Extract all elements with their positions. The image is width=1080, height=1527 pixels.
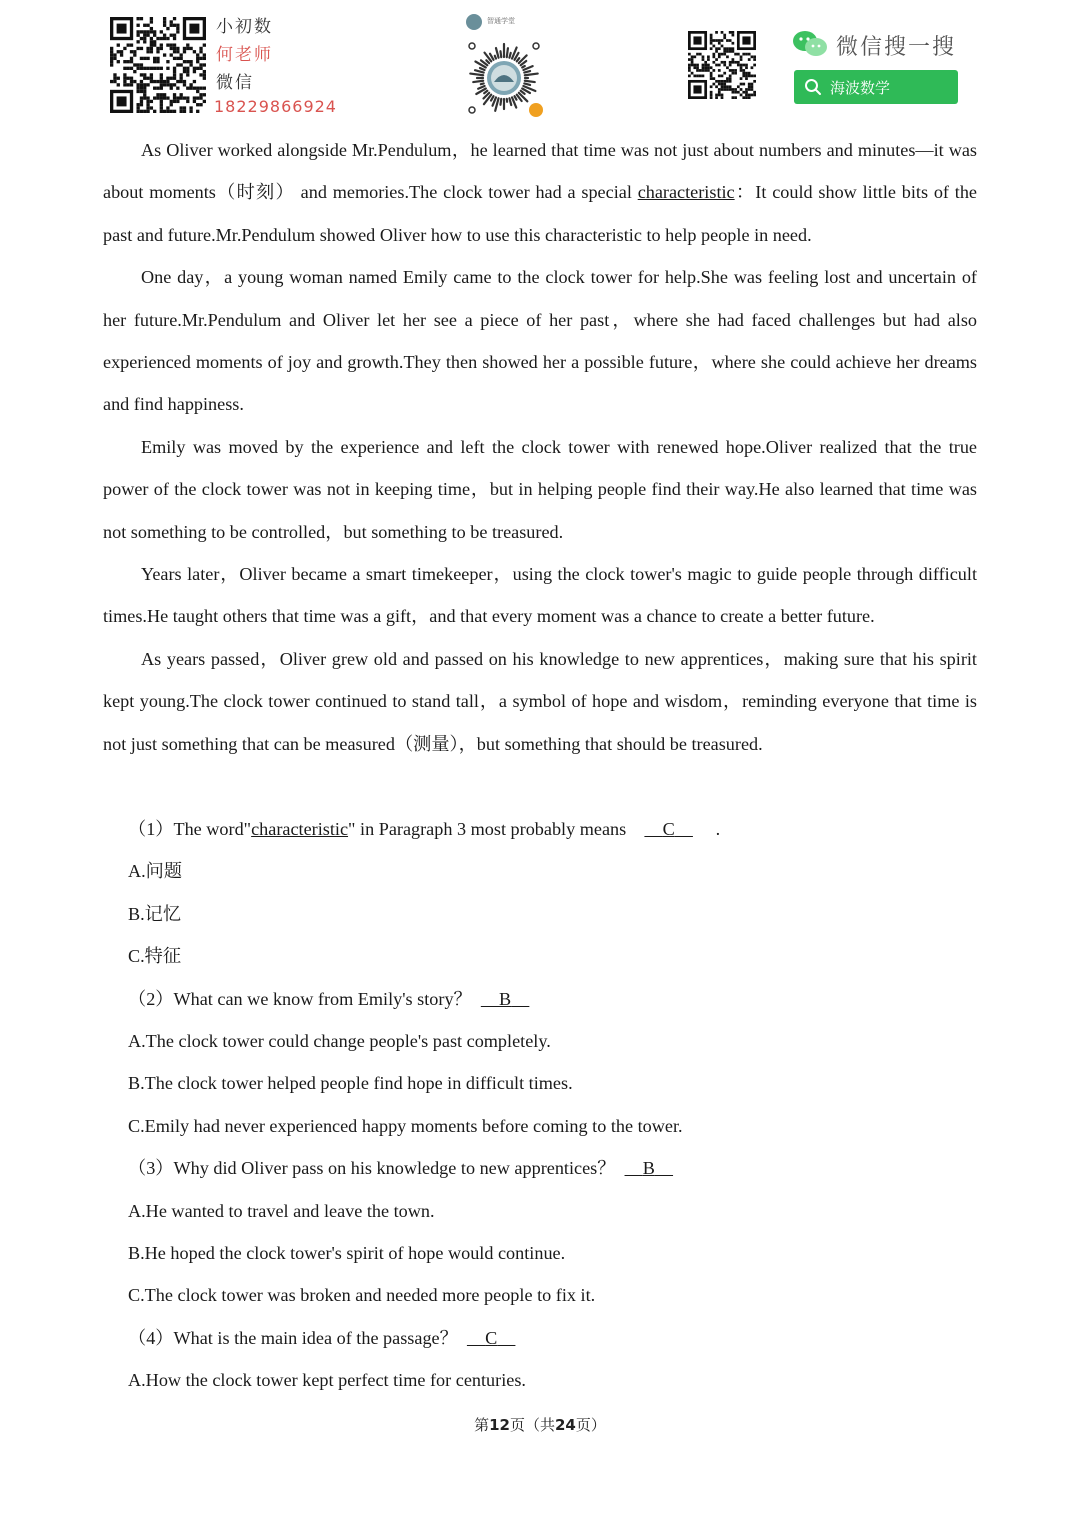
underlined-word: characteristic [637,182,735,203]
question-text: （1）The word" [128,819,252,839]
answer-value: C [485,1327,498,1348]
mini-program-name: 智通学堂 [487,17,515,25]
answer-blank [625,1147,674,1189]
handwritten-line-1: 小初数 [216,17,273,37]
question-2 [103,978,977,1020]
paragraph-text: ：It could show little bits of the past and future.Mr.Pendulum showed Oliver how to use this characteristic to help people in need. [103,182,977,245]
question-text: （4）What is the main idea of the passage？ [128,1327,458,1348]
question-text: （3）Why did Oliver pass on his knowledge to new apprentices？ [128,1158,616,1179]
page-number: 12 [489,1416,510,1434]
answer-value: B [499,988,512,1009]
option: B.记忆 [128,903,182,924]
question-text: （2）What can we know from Emily's story？ [128,988,472,1009]
handwritten-line-2: 何老师 [216,45,273,65]
question-1 [103,808,977,850]
passage-paragraph: Emily was moved by the experience and left the clock tower with renewed hope.Oliver realized that the true power of the clock tower was not in keeping time，but in helping people find their way.He also learned that time was not something to be controlled，but something to be treasured. [103,436,977,542]
mini-program-code [464,38,544,118]
page-footer [0,1414,1080,1435]
reading-passage [103,129,977,765]
qr-code-contact [110,17,206,113]
wechat-search-label: 海波数学 [830,78,891,97]
underlined-word: characteristic [251,819,349,839]
answer-value: B [642,1158,655,1179]
qr-code-account [688,31,756,99]
question-text: " in Paragraph 3 most probably means [348,819,627,839]
handwritten-line-3: 微信 [216,73,254,93]
answer-blank [481,978,530,1020]
option: B.The clock tower helped people find hope in difficult times. [128,1073,573,1094]
option: C.特征 [128,946,182,967]
passage-paragraph: Years later，Oliver became a smart timekeeper，using the clock tower's magic to guide people through difficult times.He taught others that time was a gift，and that every moment was a chance to create a better future. [103,564,977,627]
option: A.The clock tower could change people's past completely. [128,1030,551,1051]
passage-paragraph [103,129,977,256]
option: C.The clock tower was broken and needed more people to fix it. [128,1285,596,1306]
answer-value: C [662,819,675,839]
option: A.问题 [128,861,183,882]
page-header [0,0,1080,130]
page-total: 24 [555,1416,576,1434]
answer-blank [644,808,693,850]
option: C.Emily had never experienced happy moments before coming to the tower. [128,1115,683,1136]
footer-text: 页） [575,1416,606,1434]
answer-blank [467,1317,516,1359]
footer-text: 第 [474,1416,490,1434]
question-list [103,808,977,1401]
option: A.How the clock tower kept perfect time for centuries. [128,1370,526,1391]
wechat-search-box[interactable] [794,70,958,104]
option: A.He wanted to travel and leave the town. [128,1200,435,1221]
handwritten-phone: 18229866924 [214,97,337,116]
footer-text: 页（共 [509,1416,555,1434]
passage-paragraph: As years passed，Oliver grew old and passed on his knowledge to new apprentices，making sure that his spirit kept young.The clock tower continued to stand tall，a symbol of hope and wisdom，reminding everyone that time is not just something that can be measured（测量），but something that should be treasured. [103,648,977,754]
mini-program-logo-icon [466,14,482,30]
question-3 [103,1147,977,1189]
wechat-search-title: 微信搜一搜 [836,35,957,60]
search-icon [804,78,822,96]
paragraph-text: As Oliver worked alongside Mr.Pendulum，he learned that time was not just about numbers and minutes—it was about moments（时刻） and memories.The clock tower had a special [103,140,977,203]
passage-paragraph: One day，a young woman named Emily came to the clock tower for help.She was feeling lost and uncertain of her future.Mr.Pendulum and Oliver let her see a piece of her past，where she had faced challenges but had also experienced moments of joy and growth.They then showed her a possible future，where she could achieve her dreams and find happiness. [103,267,977,415]
question-end: . [715,819,721,839]
wechat-logo-icon [792,29,828,59]
question-4 [103,1317,977,1359]
option: B.He hoped the clock tower's spirit of hope would continue. [128,1242,566,1263]
